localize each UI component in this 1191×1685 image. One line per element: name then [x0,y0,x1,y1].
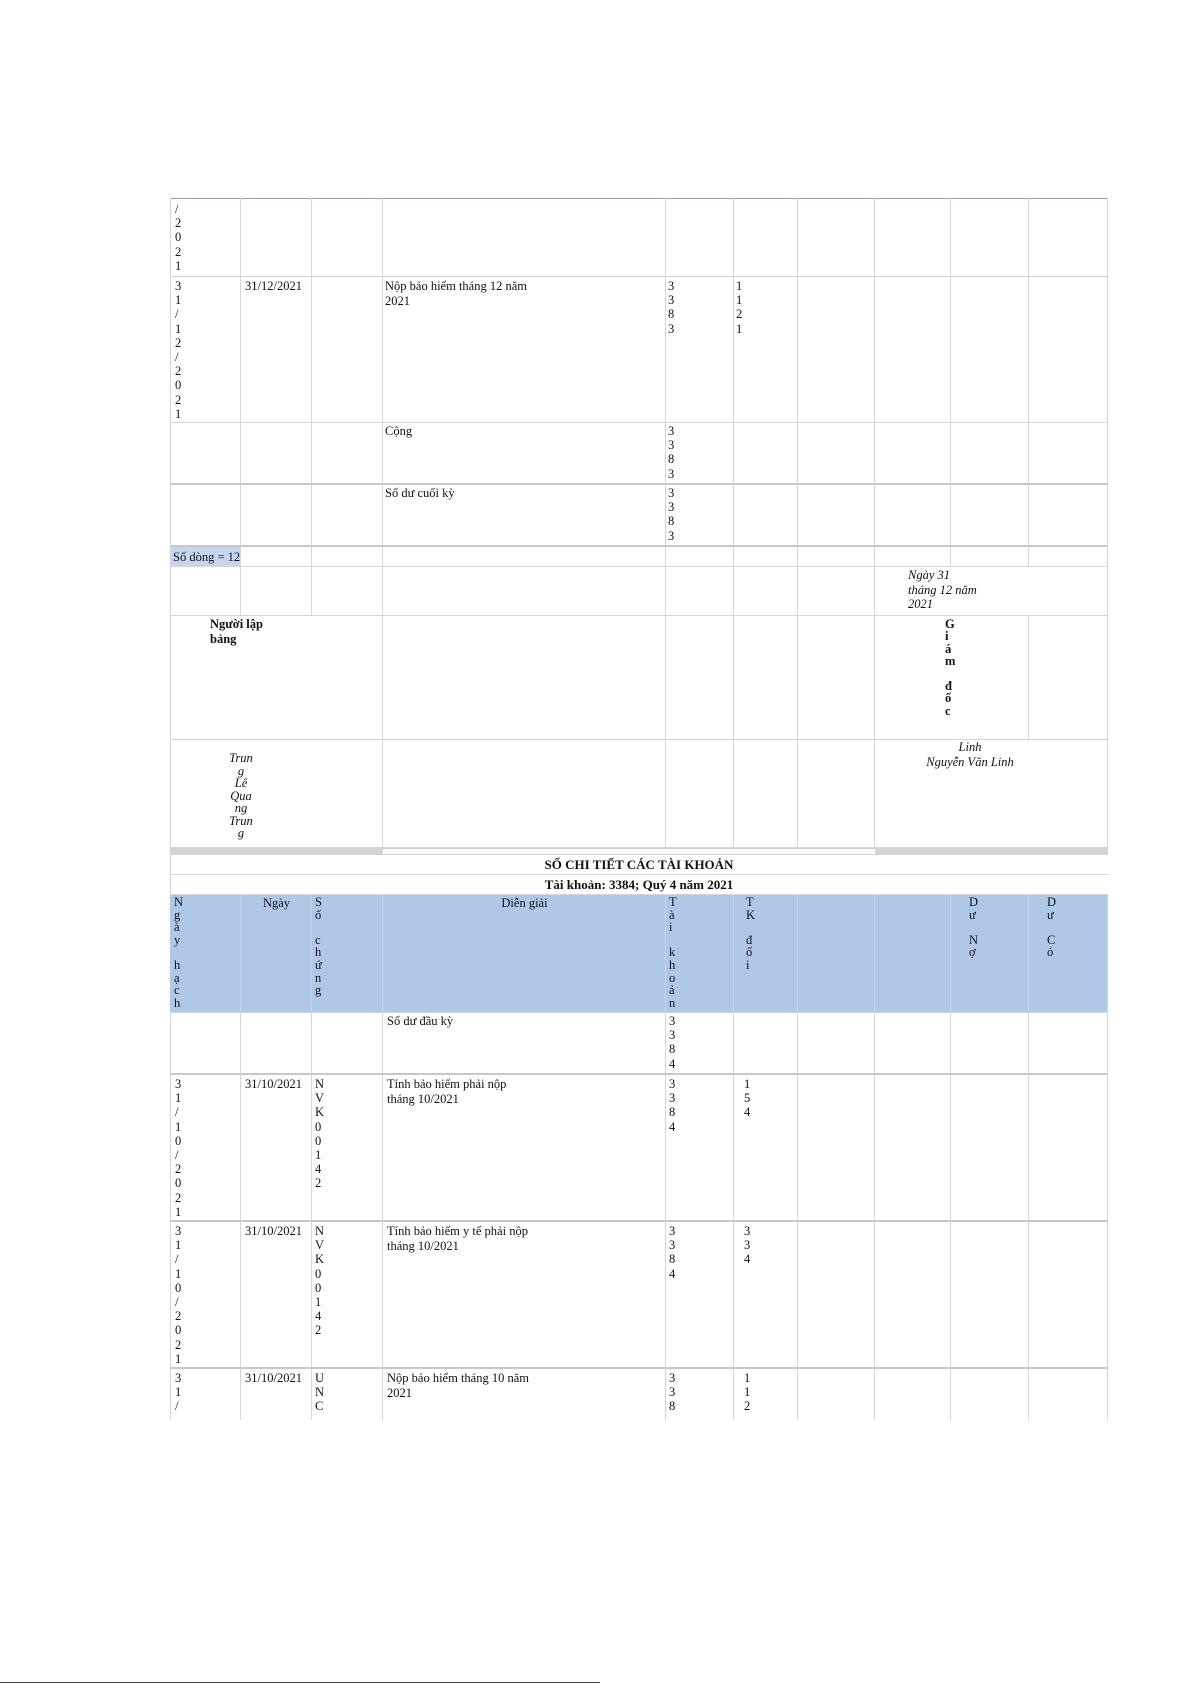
cell-counter[interactable] [734,423,798,485]
description-text: Nộp bảo hiểm tháng 12 năm 2021 [385,279,527,308]
header-credit-balance[interactable] [1029,895,1108,1013]
opening-balance-label: Số dư đầu kỳ [387,1014,454,1028]
cell-voucher[interactable] [312,485,383,547]
cell-account[interactable] [666,485,734,547]
counter-account-text: 1 5 4 [744,1077,751,1120]
cell-blank[interactable] [241,567,312,616]
description-text: Tính bảo hiểm phải nộp tháng 10/2021 [387,1077,507,1106]
cell-voucher[interactable] [312,423,383,485]
cell-debit[interactable] [951,1075,1029,1222]
cell-preparer-signature[interactable] [170,740,383,848]
cell-blank[interactable] [734,740,798,848]
cell-description[interactable] [383,1222,666,1369]
sign-date-text: Ngày 31 tháng 12 năm 2021 [908,568,977,611]
date-text: 31/10/2021 [245,1077,302,1091]
cell-voucher[interactable] [312,1369,383,1420]
cell-director-title[interactable] [875,616,1029,740]
header-posting-date-label: N g à y h ạ c h [174,895,184,1010]
description-text: Nộp bảo hiểm tháng 10 năm 2021 [387,1371,529,1400]
header-debit-balance[interactable] [951,895,1029,1013]
preparer-title: Người lập bảng [210,617,263,646]
voucher-text: U N C [315,1371,325,1414]
cell-counter[interactable] [734,1013,798,1075]
cell-blank[interactable] [798,547,875,567]
cell-blank[interactable] [875,547,951,567]
cell-description[interactable] [383,198,666,277]
cell-description[interactable] [383,423,666,485]
ledger-title: SỔ CHI TIẾT CÁC TÀI KHOẢN [544,857,734,872]
sheet-separator [383,848,875,855]
cell-posting-date[interactable] [170,277,241,423]
spreadsheet-area [170,198,1108,1420]
cell-voucher[interactable] [312,277,383,423]
cell-account[interactable] [666,1222,734,1369]
cell-debit[interactable] [951,1369,1029,1420]
cell-debit[interactable] [951,485,1029,547]
cell-blank[interactable] [734,616,798,740]
cell-blank[interactable] [798,1369,875,1420]
cell-debit[interactable] [951,198,1029,277]
cell-date[interactable] [241,423,312,485]
cell-blank[interactable] [798,740,875,848]
cell-blank[interactable] [951,547,1029,567]
cell-posting-date[interactable] [170,1013,241,1075]
cell-row-count[interactable] [170,547,241,567]
cell-description[interactable] [383,1369,666,1420]
sheet-separator [170,848,383,855]
cell-blank[interactable] [666,616,734,740]
header-account[interactable] [666,895,734,1013]
cell-date[interactable] [241,1222,312,1369]
voucher-text: N V K 0 0 1 4 2 [315,1077,325,1191]
cell-debit[interactable] [951,1013,1029,1075]
cell-posting-date[interactable] [170,1075,241,1222]
posting-date-text: 3 1 / 1 0 / 2 0 2 1 [175,1224,182,1366]
header-credit-balance-label: D ư C ó [1047,895,1057,960]
total-label: Cộng [385,424,413,438]
header-blank[interactable] [798,895,875,1013]
cell-preparer-title[interactable] [170,616,383,740]
counter-account-text: 1 1 2 1 [736,279,743,336]
cell-blank[interactable] [798,567,875,616]
cell-blank[interactable] [798,616,875,740]
cell-blank[interactable] [383,567,666,616]
closing-balance-label: Số dư cuối kỳ [385,486,455,500]
date-text: 31/10/2021 [245,1224,302,1238]
header-voucher-label: S ố c h ứ n g [315,895,322,998]
cell-director-signature[interactable] [875,740,1108,848]
cell-account[interactable] [666,277,734,423]
cell-blank[interactable] [666,547,734,567]
header-description[interactable] [383,895,666,1013]
cell-voucher[interactable] [312,1222,383,1369]
cell-blank[interactable] [875,485,951,547]
counter-account-text: 1 1 2 [744,1371,751,1414]
cell-date[interactable] [241,198,312,277]
cell-counter[interactable] [734,1369,798,1420]
cell-blank[interactable] [875,1013,951,1075]
date-text: 31/10/2021 [245,1371,302,1385]
cell-blank[interactable] [798,1222,875,1369]
description-text: Tính bảo hiểm y tế phải nộp tháng 10/2021 [387,1224,528,1253]
posting-date-text: 3 1 / 1 0 / 2 0 2 1 [175,1077,182,1219]
date-text: 31/12/2021 [245,279,302,293]
posting-date-text: / 2 0 2 1 [175,202,182,273]
ledger-subtitle: Tài khoản: 3384; Quý 4 năm 2021 [544,877,734,892]
header-posting-date[interactable] [170,895,241,1013]
cell-blank[interactable] [798,198,875,277]
cell-date[interactable] [241,1013,312,1075]
cell-blank[interactable] [875,277,951,423]
header-description-label: Diễn giải [501,896,548,910]
cell-credit[interactable] [1029,277,1108,423]
cell-voucher[interactable] [312,1075,383,1222]
header-counter-account-label: T K đ ố i [746,895,756,972]
counter-account-text: 3 3 4 [744,1224,751,1267]
cell-blank[interactable] [170,567,241,616]
cell-description[interactable] [383,277,666,423]
cell-account[interactable] [666,1369,734,1420]
cell-sign-date[interactable] [875,567,1108,616]
cell-voucher[interactable] [312,1013,383,1075]
account-text: 3 3 8 4 [669,1014,676,1071]
cell-date[interactable] [241,1369,312,1420]
account-text: 3 3 8 3 [668,279,675,336]
cell-blank[interactable] [312,547,383,567]
cell-account[interactable] [666,1013,734,1075]
cell-blank[interactable] [1029,616,1108,740]
cell-posting-date[interactable] [170,198,241,277]
posting-date-text: 3 1 / [175,1371,182,1414]
cell-blank[interactable] [798,485,875,547]
cell-credit[interactable] [1029,423,1108,485]
cell-debit[interactable] [951,1222,1029,1369]
cell-date[interactable] [241,1075,312,1222]
cell-blank[interactable] [1029,547,1108,567]
cell-blank[interactable] [666,567,734,616]
cell-blank[interactable] [875,198,951,277]
cell-blank[interactable] [798,423,875,485]
header-voucher[interactable] [312,895,383,1013]
cell-account[interactable] [666,1075,734,1222]
cell-description[interactable] [383,485,666,547]
preparer-signature: Trun g Lê Qua ng Trun g [229,751,253,840]
cell-debit[interactable] [951,423,1029,485]
cell-description[interactable] [383,1013,666,1075]
cell-posting-date[interactable] [170,1369,241,1420]
cell-credit[interactable] [1029,1222,1108,1369]
cell-counter[interactable] [734,277,798,423]
cell-blank[interactable] [798,1013,875,1075]
cell-blank[interactable] [383,547,666,567]
cell-counter[interactable] [734,485,798,547]
cell-blank[interactable] [798,1075,875,1222]
account-text: 3 3 8 4 [669,1224,676,1281]
header-blank[interactable] [875,895,951,1013]
header-date-label: Ngày [262,896,291,910]
account-text: 3 3 8 3 [668,486,675,543]
header-counter-account[interactable] [734,895,798,1013]
cell-description[interactable] [383,1075,666,1222]
cell-blank[interactable] [383,740,666,848]
cell-blank[interactable] [875,1222,951,1369]
cell-posting-date[interactable] [170,485,241,547]
cell-credit[interactable] [1029,1013,1108,1075]
cell-posting-date[interactable] [170,1222,241,1369]
cell-blank[interactable] [734,547,798,567]
cell-credit[interactable] [1029,1075,1108,1222]
cell-blank[interactable] [734,567,798,616]
cell-account[interactable] [666,423,734,485]
cell-credit[interactable] [1029,198,1108,277]
row-count-text: Số dòng = 12 [173,550,241,564]
cell-blank[interactable] [875,1075,951,1222]
director-signature: Linh Nguyễn Văn Linh [926,740,1014,769]
cell-blank[interactable] [798,277,875,423]
cell-credit[interactable] [1029,1369,1108,1420]
cell-counter[interactable] [734,198,798,277]
cell-counter[interactable] [734,1222,798,1369]
cell-date[interactable] [241,277,312,423]
cell-blank[interactable] [241,547,312,567]
cell-counter[interactable] [734,1075,798,1222]
posting-date-text: 3 1 / 1 2 / 2 0 2 1 [175,279,182,421]
director-title: G i á m đ ố c [945,617,956,718]
cell-date[interactable] [241,485,312,547]
header-account-label: T à i k h o ả n [669,895,677,1010]
header-date[interactable] [241,895,312,1013]
cell-posting-date[interactable] [170,423,241,485]
cell-credit[interactable] [1029,485,1108,547]
sheet-separator [875,848,1108,855]
cell-debit[interactable] [951,277,1029,423]
cell-blank[interactable] [875,423,951,485]
cell-blank[interactable] [666,740,734,848]
account-text: 3 3 8 [669,1371,676,1414]
cell-blank[interactable] [312,567,383,616]
cell-blank[interactable] [383,616,666,740]
header-debit-balance-label: D ư N ợ [969,895,979,960]
account-text: 3 3 8 3 [668,424,675,481]
page-footer-rule [0,1682,600,1683]
voucher-text: N V K 0 0 1 4 2 [315,1224,325,1338]
cell-blank[interactable] [875,1369,951,1420]
account-text: 3 3 8 4 [669,1077,676,1134]
cell-account[interactable] [666,198,734,277]
cell-voucher[interactable] [312,198,383,277]
